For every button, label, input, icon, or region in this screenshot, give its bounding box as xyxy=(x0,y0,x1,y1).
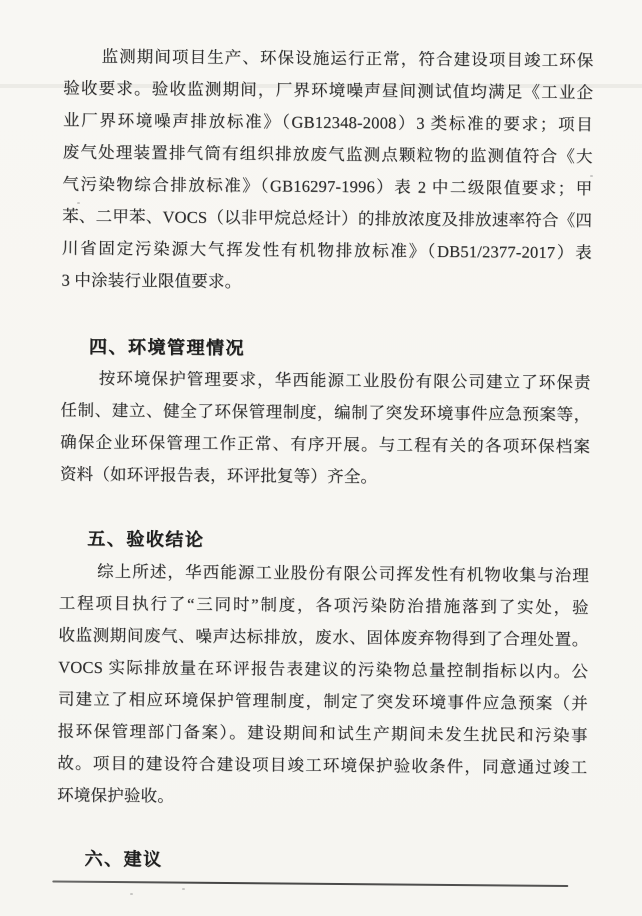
text-line: 报环保管理部门备案）。建设期间和试生产期间未发生扰民和污染事 xyxy=(57,721,588,746)
text-line: 按环境保护管理要求，华西能源工业股份有限公司建立了环保责 xyxy=(98,368,591,393)
text-line: 资料（如环评报告表，环评批复等）齐全。 xyxy=(59,464,378,487)
paragraph-monitoring-results xyxy=(61,41,593,302)
text-line: 3 中涂装行业限值要求。 xyxy=(61,270,242,292)
paragraph-env-management xyxy=(60,363,591,496)
text-line: 环境保护验收。 xyxy=(56,785,175,806)
text-line: 综上所述，华西能源工业股份有限公司挥发性有机物收集与治理 xyxy=(96,561,590,586)
section-heading-suggestions: 六、建议 xyxy=(84,848,163,870)
section-heading-env-management: 四、环境管理情况 xyxy=(88,336,246,359)
text-line: 监测期间项目生产、环保设施运行正常，符合建设项目竣工环保 xyxy=(101,46,594,71)
text-line: 工程项目执行了“三同时”制度，各项污染防治措施落到了实处，验 xyxy=(58,593,589,618)
text-line: 验收要求。验收监测期间，厂界环境噪声昼间测试值均满足《工业企 xyxy=(63,78,594,103)
text-line: 任制、建立、健全了环保管理制度，编制了突发环境事件应急预案等， xyxy=(60,400,591,425)
text-line: 收监测期间废气、噪声达标排放，废水、固体废弃物得到了合理处置。 xyxy=(58,625,589,650)
section-heading-acceptance-conclusion: 五、验收结论 xyxy=(87,528,205,550)
text-line: 气污染物综合排放标准》（GB16297-1996）表 2 中二级限值要求；甲 xyxy=(62,174,593,199)
text-line: 司建立了相应环境保护管理制度，制定了突发环境事件应急预案（并 xyxy=(57,689,588,714)
text-line: 废气处理装置排气筒有组织排放废气监测点颗粒物的监测值符合《大 xyxy=(62,142,593,167)
text-line: 确保企业环保管理工作正常、有序开展。与工程有关的各项环保档案 xyxy=(60,432,591,457)
text-line: 业厂界环境噪声排放标准》（GB12348-2008）3 类标准的要求；项目 xyxy=(62,110,594,135)
text-line: VOCS 实际排放量在环评报告表建议的污染物总量控制指标以内。公 xyxy=(58,657,589,682)
text-line: 川省固定污染源大气挥发性有机物排放标准》（DB51/2377-2017）表 xyxy=(61,238,592,263)
text-line: 苯、二甲苯、VOCS（以非甲烷总烃计）的排放浓度及排放速率符合《四 xyxy=(62,206,593,231)
bottom-rule xyxy=(52,880,568,887)
paragraph-acceptance-conclusion xyxy=(57,556,589,817)
text-line: 故。项目的建设符合建设项目竣工环境保护验收条件，同意通过竣工 xyxy=(57,753,588,778)
